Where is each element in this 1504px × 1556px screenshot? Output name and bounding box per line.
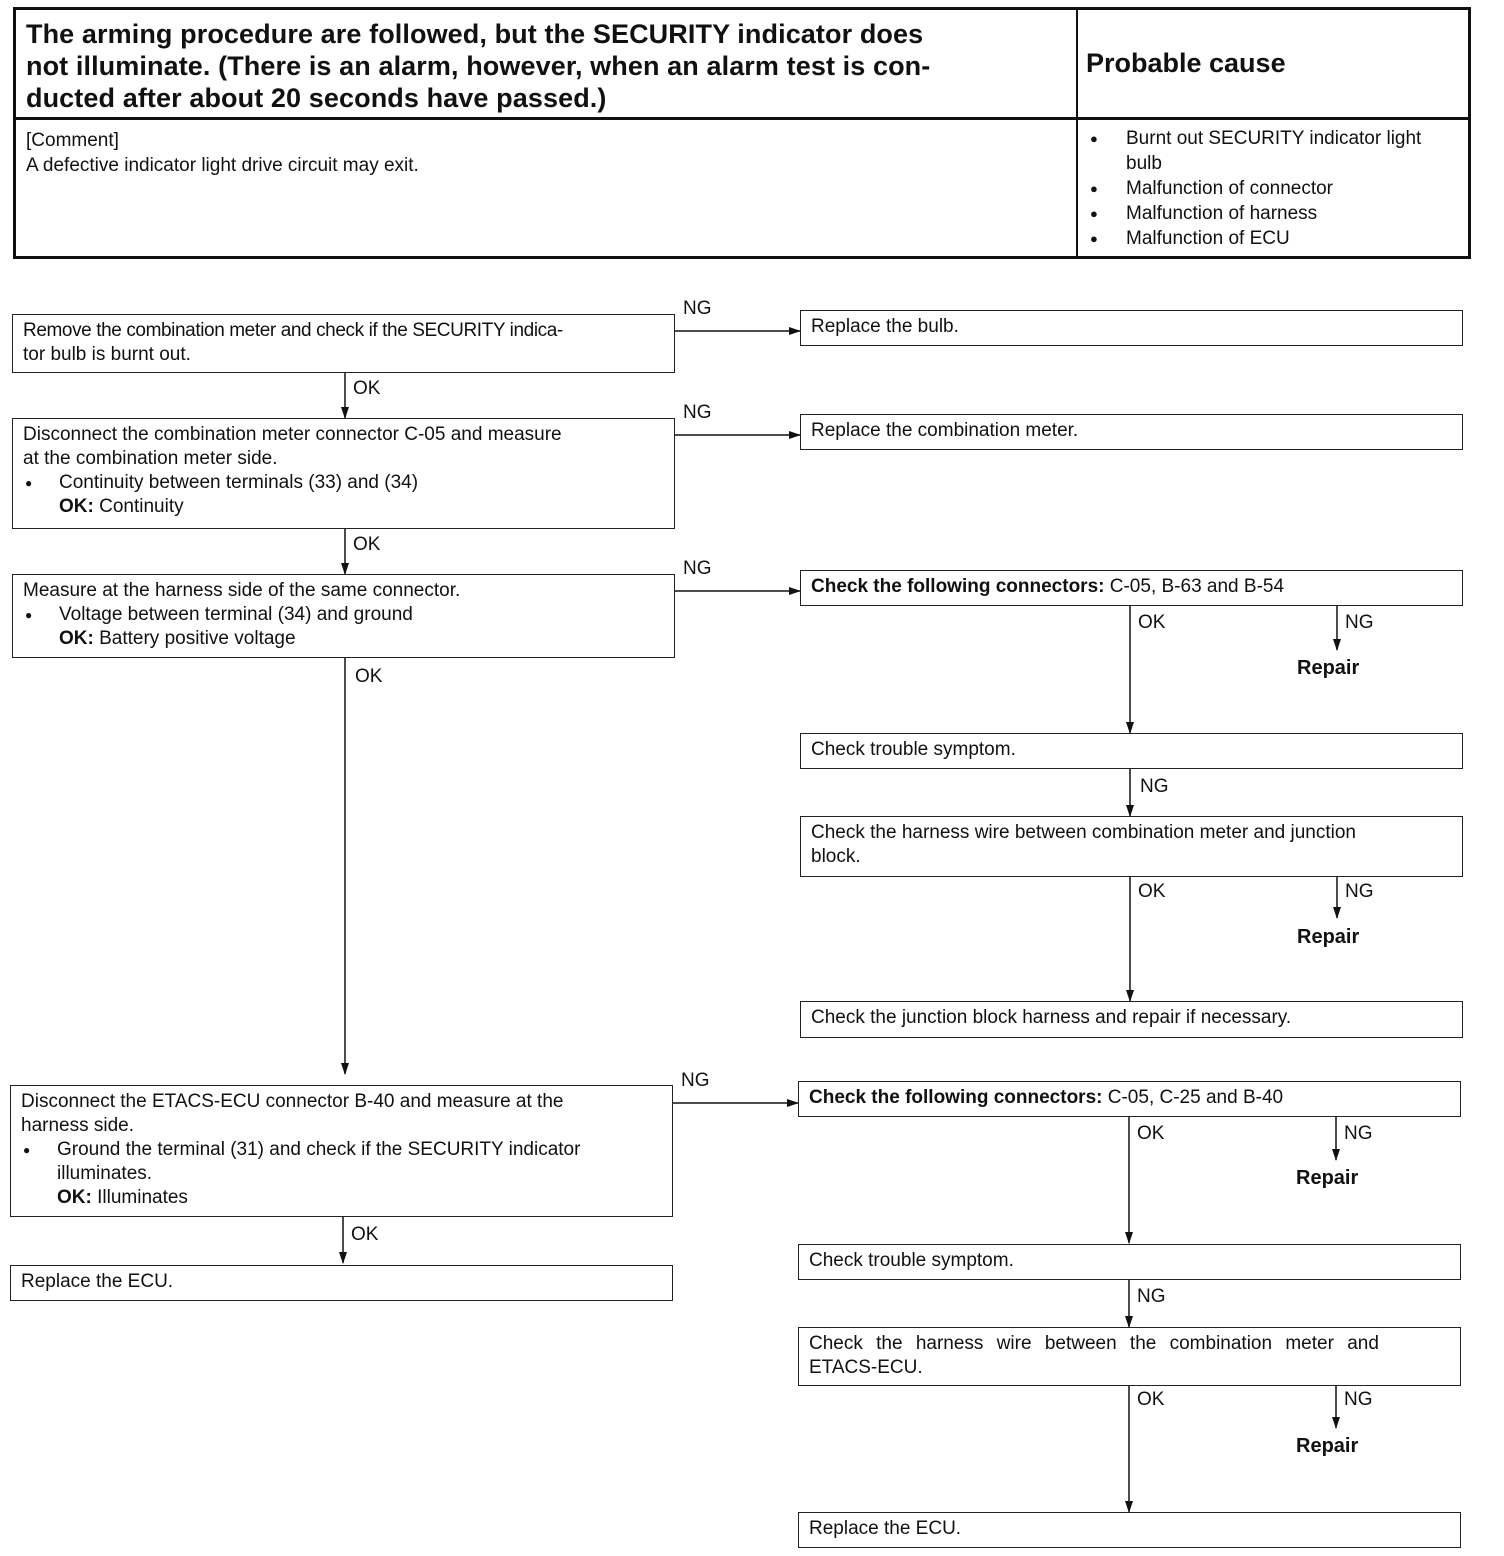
bullet-line: Ground the terminal (31) and check if the SECURITY indicator — [57, 1139, 581, 1160]
step-bullet: ● Continuity between terminals (33) and (34) — [23, 471, 664, 495]
step-voltage-check — [12, 574, 675, 658]
step-text: harness side. — [21, 1115, 135, 1136]
title-line: The arming procedure are followed, but the SECURITY indicator does — [26, 19, 924, 49]
ng-label: NG — [683, 558, 712, 579]
ng-label: NG — [1345, 612, 1374, 633]
ok-prefix: OK: — [59, 496, 94, 517]
ok-criterion — [23, 495, 664, 519]
title-line: ducted after about 20 seconds have passed.) — [26, 83, 607, 113]
ng-label: NG — [683, 298, 712, 319]
ng-label: NG — [1344, 1123, 1373, 1144]
step-text: tor bulb is burnt out. — [23, 344, 191, 365]
ok-value: Illuminates — [97, 1187, 188, 1208]
step-text-bold: Check the following connectors: — [809, 1087, 1103, 1108]
ok-value: Continuity — [99, 496, 184, 517]
action-check-connectors-2 — [798, 1081, 1461, 1117]
ok-label: OK — [351, 1224, 379, 1245]
step-ground-terminal-check — [10, 1085, 673, 1217]
action-replace-bulb: Replace the bulb. — [800, 310, 1463, 346]
cause-item: ● Malfunction of harness — [1084, 201, 1462, 226]
ok-criterion — [21, 1186, 662, 1210]
ok-prefix: OK: — [57, 1187, 92, 1208]
action-check-connectors-1 — [800, 570, 1463, 606]
action-replace-ecu-1: Replace the ECU. — [10, 1265, 673, 1301]
ng-label: NG — [681, 1070, 710, 1091]
step-text: block. — [811, 846, 861, 867]
ok-label: OK — [1138, 881, 1166, 902]
action-check-harness-etacs — [798, 1327, 1461, 1386]
cause-item: ● Malfunction of connector — [1084, 176, 1462, 201]
step-bullet — [21, 1138, 662, 1186]
ok-label: OK — [353, 534, 381, 555]
step-check-bulb — [12, 314, 675, 373]
bullet-line: illuminates. — [57, 1163, 153, 1184]
action-replace-ecu-2: Replace the ECU. — [798, 1512, 1461, 1548]
step-text: at the combination meter side. — [23, 448, 278, 469]
ok-label: OK — [1137, 1123, 1165, 1144]
comment-label: [Comment] — [26, 130, 119, 151]
ok-label: OK — [353, 378, 381, 399]
action-check-harness-junction — [800, 816, 1463, 877]
ok-label: OK — [355, 666, 383, 687]
repair-label: Repair — [1297, 926, 1360, 948]
ng-label: NG — [1344, 1389, 1373, 1410]
step-text: Measure at the harness side of the same connector. — [23, 580, 461, 601]
repair-label: Repair — [1296, 1167, 1359, 1189]
ok-prefix: OK: — [59, 628, 94, 649]
ng-label: NG — [1137, 1286, 1166, 1307]
step-text: Disconnect the combination meter connector C-05 and measure — [23, 424, 562, 445]
ok-value: Battery positive voltage — [99, 628, 296, 649]
ok-label: OK — [1137, 1389, 1165, 1410]
ng-label: NG — [683, 402, 712, 423]
step-bullet: ● Voltage between terminal (34) and ground — [23, 603, 664, 627]
action-replace-meter: Replace the combination meter. — [800, 414, 1463, 450]
step-text: Disconnect the ETACS-ECU connector B-40 and measure at the — [21, 1091, 564, 1112]
step-text: Check the harness wire between combination meter and junction — [811, 822, 1356, 843]
step-text: C-05, C-25 and B-40 — [1102, 1087, 1284, 1108]
comment-text: A defective indicator light drive circuit may exit. — [26, 155, 419, 176]
action-check-junction-block: Check the junction block harness and repair if necessary. — [800, 1001, 1463, 1038]
ok-criterion — [23, 627, 664, 651]
step-text: ETACS-ECU. — [809, 1357, 923, 1378]
step-text: Check the harness wire between the combination meter and — [809, 1333, 1379, 1354]
step-text-bold: Check the following connectors: — [811, 576, 1105, 597]
ok-label: OK — [1138, 612, 1166, 633]
step-text: C-05, B-63 and B-54 — [1104, 576, 1285, 597]
probable-cause-heading: Probable cause — [1078, 10, 1468, 120]
title-line: not illuminate. (There is an alarm, however, when an alarm test is con- — [26, 51, 931, 81]
repair-label: Repair — [1296, 1435, 1359, 1457]
ng-label: NG — [1345, 881, 1374, 902]
repair-label: Repair — [1297, 657, 1360, 679]
step-continuity-check — [12, 418, 675, 529]
ng-label: NG — [1140, 776, 1169, 797]
action-check-trouble-symptom-2: Check trouble symptom. — [798, 1244, 1461, 1280]
step-text: Remove the combination meter and check if the SECURITY indica- — [23, 320, 563, 341]
cause-item: ● Burnt out SECURITY indicator light bulb — [1084, 126, 1426, 176]
action-check-trouble-symptom-1: Check trouble symptom. — [800, 733, 1463, 769]
cause-item: ● Malfunction of ECU — [1084, 226, 1462, 251]
